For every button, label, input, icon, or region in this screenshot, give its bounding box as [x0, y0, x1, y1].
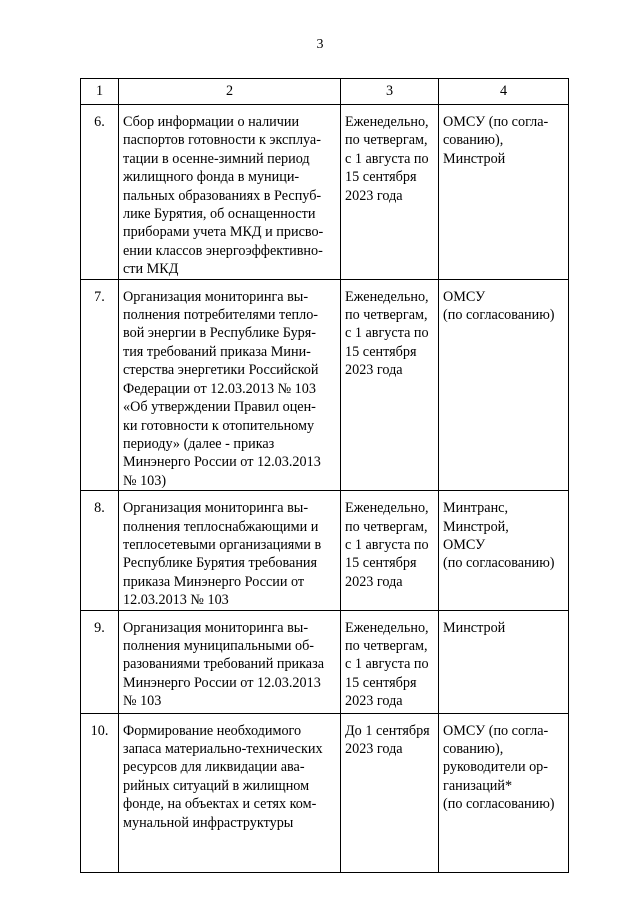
responsible-party — [439, 105, 569, 280]
measures-table — [80, 78, 569, 873]
table-row — [81, 491, 569, 610]
responsible-party — [439, 491, 569, 610]
execution-term — [341, 610, 439, 713]
responsible-party-text: Минстрой — [443, 619, 506, 636]
page-number: 3 — [316, 37, 324, 52]
measure-description — [119, 713, 341, 872]
responsible-party-text: ОМСУ (по согласованию) — [443, 288, 555, 324]
column-header-3: 3 — [341, 79, 439, 105]
execution-term — [341, 713, 439, 872]
row-number: 9. — [81, 610, 119, 713]
responsible-party-text: ОМСУ (по согла- сованию), руководители ор- ганизаций* (по согласованию) — [443, 722, 555, 813]
responsible-party — [439, 610, 569, 713]
column-header-2: 2 — [119, 79, 341, 105]
table-header-row — [81, 79, 569, 105]
table-row — [81, 713, 569, 872]
measure-description-text: Формирование необходимого запаса материально-технических ресурсов для ликвидации ава- рийных ситуаций в жилищном фонде, на объектах и сетях ком- мунальной инфраструктуры — [123, 722, 323, 831]
measure-description — [119, 105, 341, 280]
column-header-1: 1 — [81, 79, 119, 105]
table-row — [81, 279, 569, 490]
measure-description-text: Организация мониторинга вы- полнения муниципальными об- разованиями требований приказа Минэнерго России от 12.03.2013 № 103 — [123, 619, 325, 710]
execution-term — [341, 105, 439, 280]
measure-description — [119, 491, 341, 610]
execution-term-text: До 1 сентября 2023 года — [345, 722, 430, 757]
execution-term — [341, 491, 439, 610]
execution-term-text: Еженедельно, по четвергам, с 1 августа по 15 сентября 2023 года — [345, 500, 429, 590]
measure-description-text: Сбор информации о наличии паспортов готовности к эксплуа- тации в осенне-зимний период жилищного фонда в муници- пальных образованиях в Респуб- лике Бурятия, об оснащенности приборами учета МКД и присво- ении классов энергоэффективно- сти МКД — [123, 114, 324, 278]
responsible-party-text: Минтранс, Минстрой, ОМСУ (по согласованию) — [443, 500, 555, 572]
row-number: 7. — [81, 279, 119, 490]
measure-description — [119, 279, 341, 490]
table-row — [81, 610, 569, 713]
table-row — [81, 105, 569, 280]
measure-description — [119, 610, 341, 713]
responsible-party-text: ОМСУ (по согла- сованию), Минстрой — [443, 114, 549, 167]
row-number: 6. — [81, 105, 119, 280]
column-header-4: 4 — [439, 79, 569, 105]
execution-term-text: Еженедельно, по четвергам, с 1 августа по 15 сентября 2023 года — [345, 619, 429, 710]
row-number: 8. — [81, 491, 119, 610]
responsible-party — [439, 713, 569, 872]
execution-term-text: Еженедельно, по четвергам, с 1 августа по 15 сентября 2023 года — [345, 114, 429, 204]
measure-description-text: Организация мониторинга вы- полнения теплоснабжающими и теплосетевыми организациями в Республике Бурятия требования приказа Минэнерго России от 12.03.2013 № 103 — [123, 500, 322, 609]
responsible-party — [439, 279, 569, 490]
row-number: 10. — [81, 713, 119, 872]
execution-term-text: Еженедельно, по четвергам, с 1 августа по 15 сентября 2023 года — [345, 288, 429, 379]
measure-description-text: Организация мониторинга вы- полнения потребителями тепло- вой энергии в Республике Буря- тия требований приказа Мини- стерства энергетики Российской Федерации от 12.03.2013 № 103 «Об утверждении Правил оцен- ки готовности к отопительному периоду» (далее - приказ Минэнерго России от 12.03.2013 № 103) — [123, 288, 321, 489]
execution-term — [341, 279, 439, 490]
